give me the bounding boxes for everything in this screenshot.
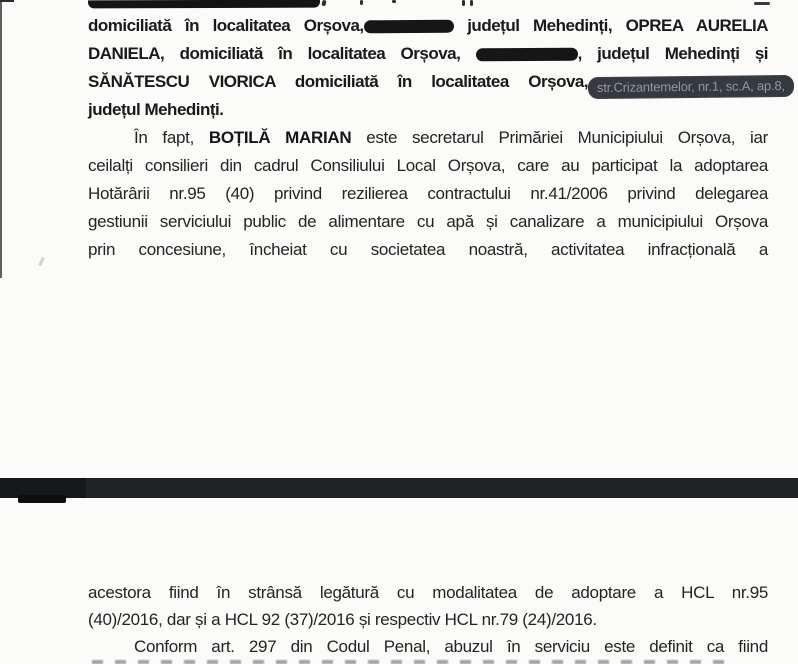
text-segment: județul Mehedinți. bbox=[88, 100, 224, 119]
text-segment: În fapt, bbox=[134, 128, 209, 147]
cutoff-text-mark bbox=[470, 0, 473, 6]
text-segment: este secretarul Primăriei Municipiului Orșova, iar bbox=[351, 128, 768, 147]
cutoff-text-mark bbox=[392, 0, 396, 3]
text-segment: domiciliată în localitatea Orșova, bbox=[88, 16, 364, 35]
text-segment: Conform art. 297 din Codul Penal, abuzul în serviciu este definit ca fiind bbox=[134, 637, 768, 656]
cutoff-text-mark bbox=[462, 0, 465, 6]
text-line bbox=[88, 152, 768, 180]
text-segment: Hotărârii nr.95 (40) privind rezilierea contractului nr.41/2006 privind delegarea bbox=[88, 184, 768, 203]
page-edge-line bbox=[0, 0, 2, 278]
text-line bbox=[88, 96, 768, 124]
text-line bbox=[88, 606, 768, 634]
person-name-bold: BOȚILĂ MARIAN bbox=[208, 128, 352, 147]
text-segment: , județul Mehedinți și bbox=[577, 44, 768, 63]
cutoff-redaction-bar bbox=[88, 0, 320, 8]
scan-speck bbox=[38, 257, 45, 266]
text-line bbox=[88, 40, 768, 68]
text-segment: județul Mehedinți, OPREA AURELIA bbox=[453, 16, 768, 35]
text-line bbox=[88, 68, 794, 96]
text-segment: gestiunii serviciului public de alimentare cu apă și canalizare a municipiului Orșova bbox=[88, 212, 768, 231]
text-segment: ceilalți consilieri din cadrul Consiliului Local Orșova, care au participat la adoptarea bbox=[88, 156, 768, 175]
text-line bbox=[88, 633, 768, 661]
cutoff-next-line bbox=[92, 660, 732, 664]
cutoff-text-mark bbox=[321, 0, 326, 6]
text-segment: DANIELA, domiciliată în localitatea Orșova, bbox=[88, 44, 461, 63]
text-segment: prin concesiune, încheiat cu societatea noastră, activitatea infracțională a bbox=[88, 240, 768, 259]
cutoff-text-mark bbox=[754, 2, 770, 5]
text-line bbox=[88, 579, 768, 607]
redaction-bar bbox=[364, 20, 454, 34]
redaction-overlay: str.Crizantemelor, nr.1, sc.A, ap.8, bbox=[588, 76, 794, 98]
text-segment: SĂNĂTESCU VIORICA domiciliată în localitatea Orșova, bbox=[88, 72, 589, 91]
page-separator-smudge bbox=[18, 495, 66, 503]
text-line bbox=[88, 180, 768, 208]
text-line bbox=[88, 12, 768, 40]
page-separator-bar bbox=[0, 478, 798, 498]
redaction-bar bbox=[476, 48, 578, 62]
text-line bbox=[88, 124, 768, 152]
text-segment: (40)/2016, dar și a HCL 92 (37)/2016 și respectiv HCL nr.79 (24)/2016. bbox=[88, 610, 597, 629]
page-corner-mark bbox=[0, 0, 14, 2]
text-line bbox=[88, 236, 768, 264]
cutoff-text-mark bbox=[360, 0, 363, 5]
text-line bbox=[88, 208, 768, 236]
text-segment: acestora fiind în strânsă legătură cu modalitatea de adoptare a HCL nr.95 bbox=[88, 583, 768, 602]
